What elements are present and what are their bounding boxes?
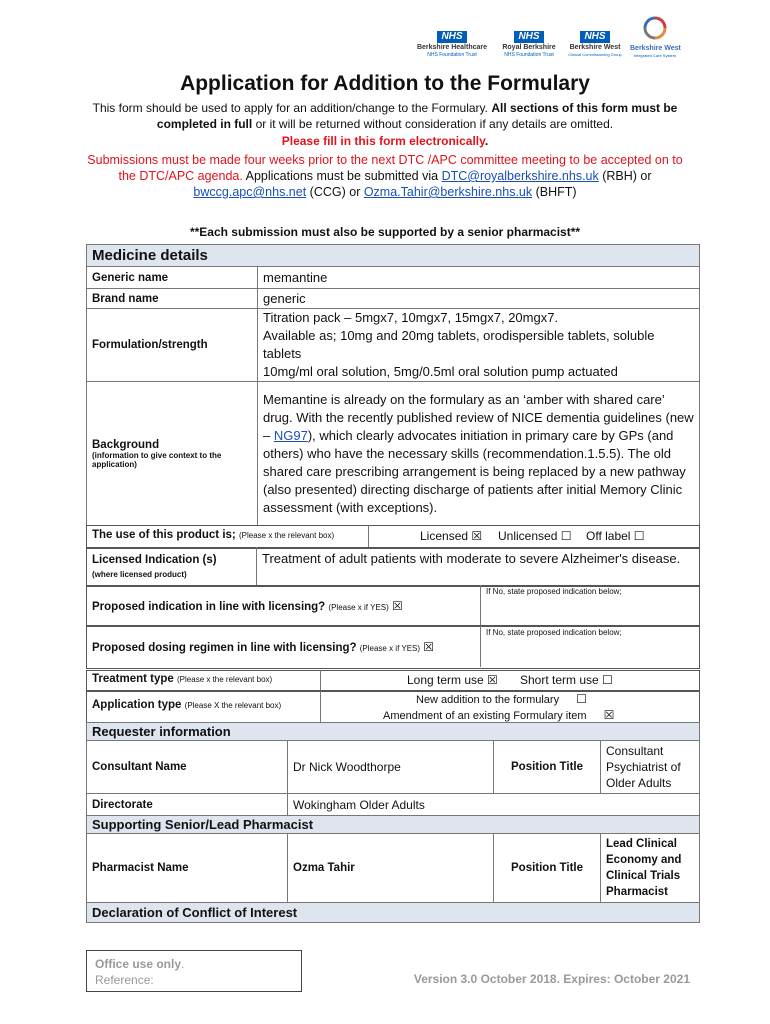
brand-name-label: Brand name [87, 289, 258, 309]
unlicensed-checkbox[interactable]: Unlicensed ☐ [498, 529, 572, 543]
generic-name-label: Generic name [87, 267, 258, 289]
consultant-name-value[interactable]: Dr Nick Woodthorpe [288, 741, 494, 794]
royal-berkshire-logo: NHS Royal Berkshire NHS Foundation Trust [502, 31, 556, 58]
brand-name-value[interactable]: generic [258, 289, 700, 309]
medicine-details-table [86, 244, 700, 526]
requester-table [86, 722, 700, 923]
medicine-details-heading: Medicine details [87, 245, 700, 267]
indication-label: Licensed Indication (s) [92, 554, 217, 566]
if-no-indication-note: If No, state proposed indication below; [486, 587, 622, 596]
indication-sub: (where licensed product) [92, 570, 187, 579]
new-addition-label: New addition to the formulary [416, 694, 560, 706]
application-type-label: Application type [92, 699, 182, 711]
requester-position-value[interactable]: Consultant Psychiatrist of Older Adults [601, 741, 700, 794]
formulation-value[interactable]: Titration pack – 5mgx7, 10mgx7, 15mgx7, 20mgx7. Available as; 10mg and 20mg tablets, orodispersible tablets, soluble tablets 10mg/ml oral solution, 5mg/0.5ml oral solution pump actuated [258, 309, 700, 382]
pharmacist-name-value[interactable]: Ozma Tahir [288, 834, 494, 903]
generic-name-value[interactable]: memantine [258, 267, 700, 289]
berkshire-healthcare-logo: NHS Berkshire Healthcare NHS Foundation Trust [416, 31, 488, 58]
formulation-label: Formulation/strength [87, 309, 258, 382]
proposed-indication-checkbox[interactable]: ☒ [391, 599, 403, 613]
indication-value[interactable]: Treatment of adult patients with moderate to severe Alzheimer's disease. [262, 551, 681, 566]
pharmacist-name-label: Pharmacist Name [87, 834, 288, 903]
nhs-logo: NHS [437, 31, 466, 43]
ics-swirl-icon [643, 16, 667, 40]
treatment-type-label: Treatment type [92, 673, 174, 685]
long-term-checkbox[interactable]: Long term use ☒ [407, 673, 498, 687]
pharmacist-heading: Supporting Senior/Lead Pharmacist [87, 816, 700, 834]
background-label-cell [87, 382, 258, 526]
senior-pharmacist-note: **Each submission must also be supported by a senior pharmacist** [189, 225, 581, 239]
amendment-label: Amendment of an existing Formulary item [383, 710, 587, 722]
page-title: Application for Addition to the Formulary [180, 72, 590, 95]
product-use-label: The use of this product is; [92, 529, 236, 541]
background-sub: (information to give context to the application) [92, 450, 222, 469]
reference-label: Reference: [95, 973, 154, 987]
email-link-rbh[interactable]: DTC@royalberkshire.nhs.uk [441, 169, 599, 183]
short-term-checkbox[interactable]: Short term use ☐ [520, 673, 613, 687]
if-no-dosing-note: If No, state proposed indication below; [486, 628, 622, 637]
email-link-ccg[interactable]: bwccg.apc@nhs.net [193, 185, 307, 199]
background-value[interactable]: Memantine is already on the formulary as an ‘amber with shared care’ drug. With the recently published review of NICE dementia guidelines (new – NG97), which clearly advocates initiation in primary care by GPs (and others) who have the necessary skills (recommendation.1.5.5). The old shared care prescribing arrangement is being replaced by a new pathway (also presented) directing discharge of patients after initial Memory Clinic assessment (with exceptions). [258, 382, 700, 526]
new-addition-checkbox[interactable]: ☐ [576, 692, 587, 706]
office-use-label: Office use only [95, 957, 182, 971]
version-note: Version 3.0 October 2018. Expires: October 2021 [413, 972, 690, 986]
pharmacist-position-label: Position Title [494, 834, 601, 903]
intro-paragraph: This form should be used to apply for an addition/change to the Formulary. All sections of this form must be completed in full or it will be returned without consideration if any details are omitted. [92, 101, 678, 131]
conflict-heading: Declaration of Conflict of Interest [87, 903, 700, 923]
requester-heading: Requester information [87, 723, 700, 741]
proposed-dosing-label: Proposed dosing regimen in line with licensing? [92, 642, 357, 654]
email-link-bhft[interactable]: Ozma.Tahir@berkshire.nhs.uk [363, 185, 533, 199]
ng97-link[interactable]: NG97 [273, 427, 308, 443]
nhs-logo: NHS [514, 31, 543, 43]
off-label-checkbox[interactable]: Off label ☐ [586, 529, 645, 543]
directorate-value[interactable]: Wokingham Older Adults [288, 794, 700, 816]
amendment-checkbox[interactable]: ☒ [603, 708, 615, 722]
submission-instructions: Submissions must be made four weeks prior to the next DTC /APC committee meeting to be accepted on to the DTC/APC agenda. Applications must be submitted via DTC@royalberkshire.nhs.uk (RBH) or bwccg.apc@nhs.net (CCG) or Ozma.Tahir@berkshire.nhs.uk (BHFT) [87, 153, 683, 199]
nhs-logo: NHS [580, 31, 609, 43]
berkshire-west-ccg-logo: NHS Berkshire West Clinical Commissioning Group [568, 31, 622, 57]
licensed-checkbox[interactable]: Licensed ☒ [420, 529, 483, 543]
fill-electronically-note: Please fill in this form electronically. [281, 134, 489, 148]
proposed-indication-label: Proposed indication in line with licensing? [92, 601, 326, 613]
consultant-name-label: Consultant Name [87, 741, 288, 794]
requester-position-label: Position Title [494, 741, 601, 794]
pharmacist-position-value[interactable]: Lead Clinical Economy and Clinical Trials Pharmacist [601, 834, 700, 903]
directorate-label: Directorate [87, 794, 288, 816]
berkshire-west-ics-logo: Berkshire West Integrated Care System [630, 16, 680, 59]
background-label: Background [92, 438, 160, 451]
proposed-dosing-checkbox[interactable]: ☒ [423, 640, 435, 654]
